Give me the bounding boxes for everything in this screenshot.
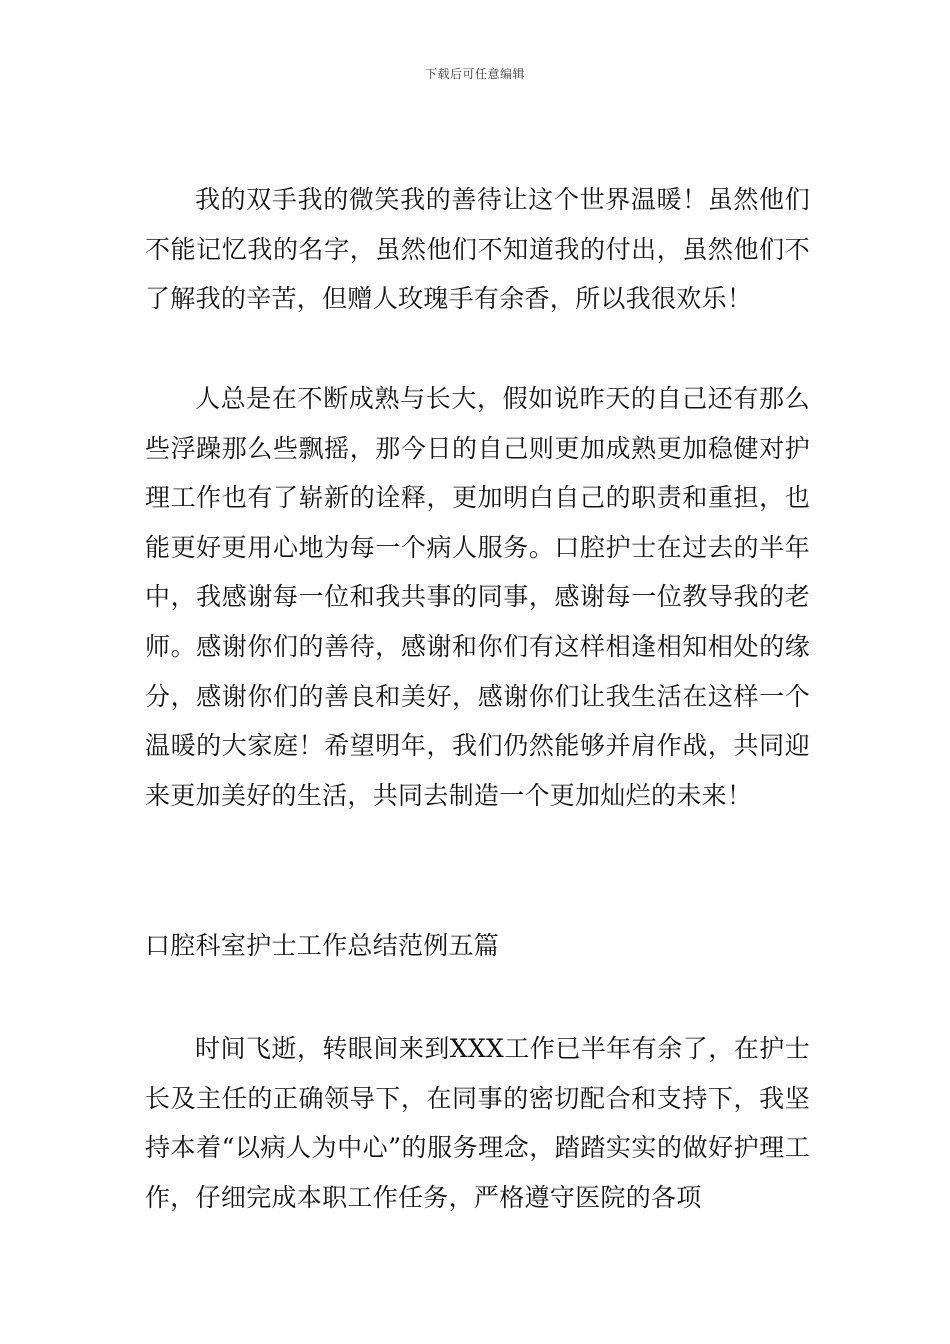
section-title: 口腔科室护士工作总结范例五篇 xyxy=(145,931,500,960)
body-paragraph-2: 人总是在不断成熟与长大，假如说昨天的自己还有那么些浮躁那么些飘摇，那今日的自己则更加成熟更加稳健对护理工作也有了崭新的诠释，更加明白自己的职责和重担，也能更好更用心地为每一个病人服务。口腔护士在过去的半年中，我感谢每一位和我共事的同事，感谢每一位教导我的老师。感谢你们的善待，感谢和你们有这样相逢相知相处的缘分，感谢你们的善良和美好，感谢你们让我生活在这样一个温暖的大家庭！希望明年，我们仍然能够并肩作战，共同迎来更加美好的生活，共同去制造一个更加灿烂的未来！ xyxy=(145,384,810,810)
body-paragraph-3: 时间飞逝，转眼间来到XXX工作已半年有余了，在护士长及主任的正确领导下，在同事的密切配合和支持下，我坚持本着“以病人为中心”的服务理念，踏踏实实的做好护理工作，仔细完成本职工作任务，严格遵守医院的各项 xyxy=(145,1034,810,1212)
page-header-note: 下载后可任意编辑 xyxy=(424,67,525,81)
body-paragraph-1: 我的双手我的微笑我的善待让这个世界温暖！虽然他们不能记忆我的名字，虽然他们不知道我的付出，虽然他们不了解我的辛苦，但赠人玫瑰手有余香，所以我很欢乐！ xyxy=(145,185,810,314)
